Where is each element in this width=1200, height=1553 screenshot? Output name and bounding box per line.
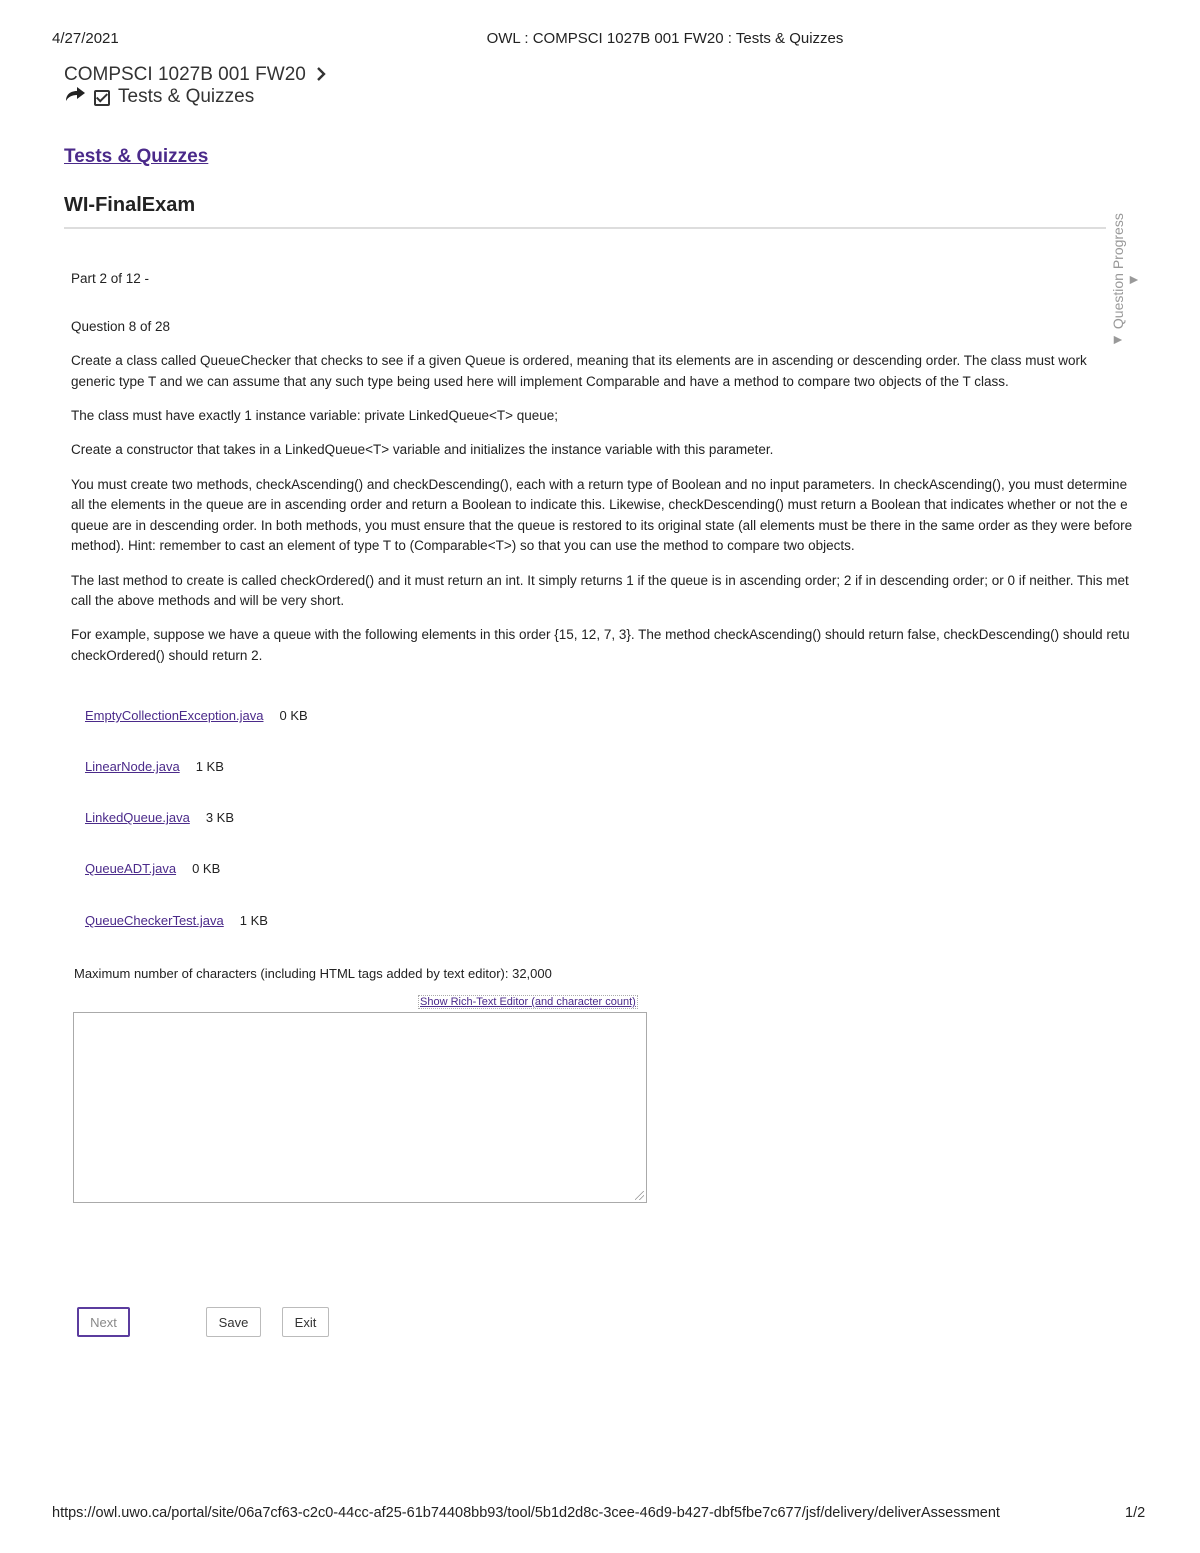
question-text-line: Create a constructor that takes in a LinkedQueue<T> variable and initializes the instance variable with this parameter. — [71, 442, 774, 457]
question-text-line: Create a class called QueueChecker that checks to see if a given Queue is ordered, meaning that its elements are in ascending or descending order. The class must work — [71, 353, 1087, 368]
question-number: Question 8 of 28 — [71, 319, 171, 334]
chevron-right-icon — [316, 65, 326, 86]
question-text-line: checkOrdered() should return 2. — [71, 648, 263, 663]
next-button[interactable]: Next — [77, 1307, 130, 1337]
attachment-item — [85, 759, 224, 774]
resize-handle-icon[interactable] — [635, 1191, 644, 1200]
share-arrow-icon — [64, 86, 86, 108]
question-text-line: For example, suppose we have a queue with the following elements in this order {15, 12, 7, 3}. The method checkAscending() should return false, checkDescending() should retu — [71, 627, 1130, 642]
page-url: https://owl.uwo.ca/portal/site/06a7cf63-c2c0-44cc-af25-61b74408bb93/tool/5b1d2d8c-3cee-46d9-b427-dbf5fbe7c677/jsf/delivery/deliverAssessment — [52, 1505, 1000, 1521]
question-text-line: generic type T and we can assume that any such type being used here will implement Comparable and have a method to compare two objects of the T class. — [71, 374, 1009, 389]
attachment-size: 1 KB — [195, 759, 224, 774]
save-button[interactable]: Save — [206, 1307, 261, 1337]
question-text-line: You must create two methods, checkAscending() and checkDescending(), each with a return type of Boolean and no input parameters. In checkAscending(), you must determine — [71, 477, 1128, 492]
divider — [64, 227, 1106, 229]
answer-textarea[interactable] — [73, 1012, 647, 1203]
attachment-link[interactable]: LinkedQueue.java — [85, 810, 190, 825]
exam-title: WI-FinalExam — [64, 194, 196, 216]
attachment-size: 0 KB — [192, 861, 221, 876]
page-number: 1/2 — [1125, 1505, 1146, 1521]
attachment-item — [85, 708, 308, 723]
tests-quizzes-link[interactable]: Tests & Quizzes — [64, 146, 209, 167]
attachment-item — [85, 913, 268, 928]
attachment-link[interactable]: QueueADT.java — [85, 861, 177, 876]
attachment-link[interactable]: QueueCheckerTest.java — [85, 913, 224, 928]
attachment-size: 0 KB — [279, 708, 308, 723]
print-date: 4/27/2021 — [52, 30, 119, 47]
question-progress-toggle[interactable]: ◄ Question Progress ◄ — [1110, 213, 1142, 349]
attachment-item — [85, 861, 220, 876]
attachment-size: 3 KB — [205, 810, 234, 825]
breadcrumb-site[interactable]: COMPSCI 1027B 001 FW20 — [64, 64, 306, 85]
attachment-link[interactable]: LinearNode.java — [85, 759, 180, 774]
question-text-line: call the above methods and will be very short. — [71, 593, 345, 608]
attachment-size: 1 KB — [239, 913, 268, 928]
show-rich-text-editor-link[interactable]: Show Rich-Text Editor (and character count) — [420, 996, 636, 1008]
part-label: Part 2 of 12 - — [71, 271, 150, 286]
attachment-link[interactable]: EmptyCollectionException.java — [85, 708, 264, 723]
breadcrumb — [64, 64, 326, 108]
question-text-line: method). Hint: remember to cast an element of type T to (Comparable<T>) so that you can use the method to compare two objects. — [71, 538, 855, 553]
exit-button[interactable]: Exit — [282, 1307, 329, 1337]
attachment-item — [85, 810, 234, 825]
question-text-line: The last method to create is called checkOrdered() and it must return an int. It simply returns 1 if the queue is in ascending order; 2 if in descending order; or 0 if neither. This met — [71, 573, 1129, 588]
question-text-line: all the elements in the queue are in ascending order and return a Boolean to indicate this. Likewise, checkDescending() must return a Boolean that indicates whether or not the e — [71, 497, 1128, 512]
max-characters-note: Maximum number of characters (including HTML tags added by text editor): 32,000 — [74, 966, 552, 981]
print-title: OWL : COMPSCI 1027B 001 FW20 : Tests & Quizzes — [486, 30, 844, 47]
question-text-line: The class must have exactly 1 instance variable: private LinkedQueue<T> queue; — [71, 408, 559, 423]
question-text-line: queue are in descending order. In both methods, you must ensure that the queue is restored to its original state (all elements must be there in the same order as they were before — [71, 518, 1133, 533]
breadcrumb-tool: Tests & Quizzes — [118, 86, 255, 107]
checkbox-icon — [94, 90, 110, 106]
